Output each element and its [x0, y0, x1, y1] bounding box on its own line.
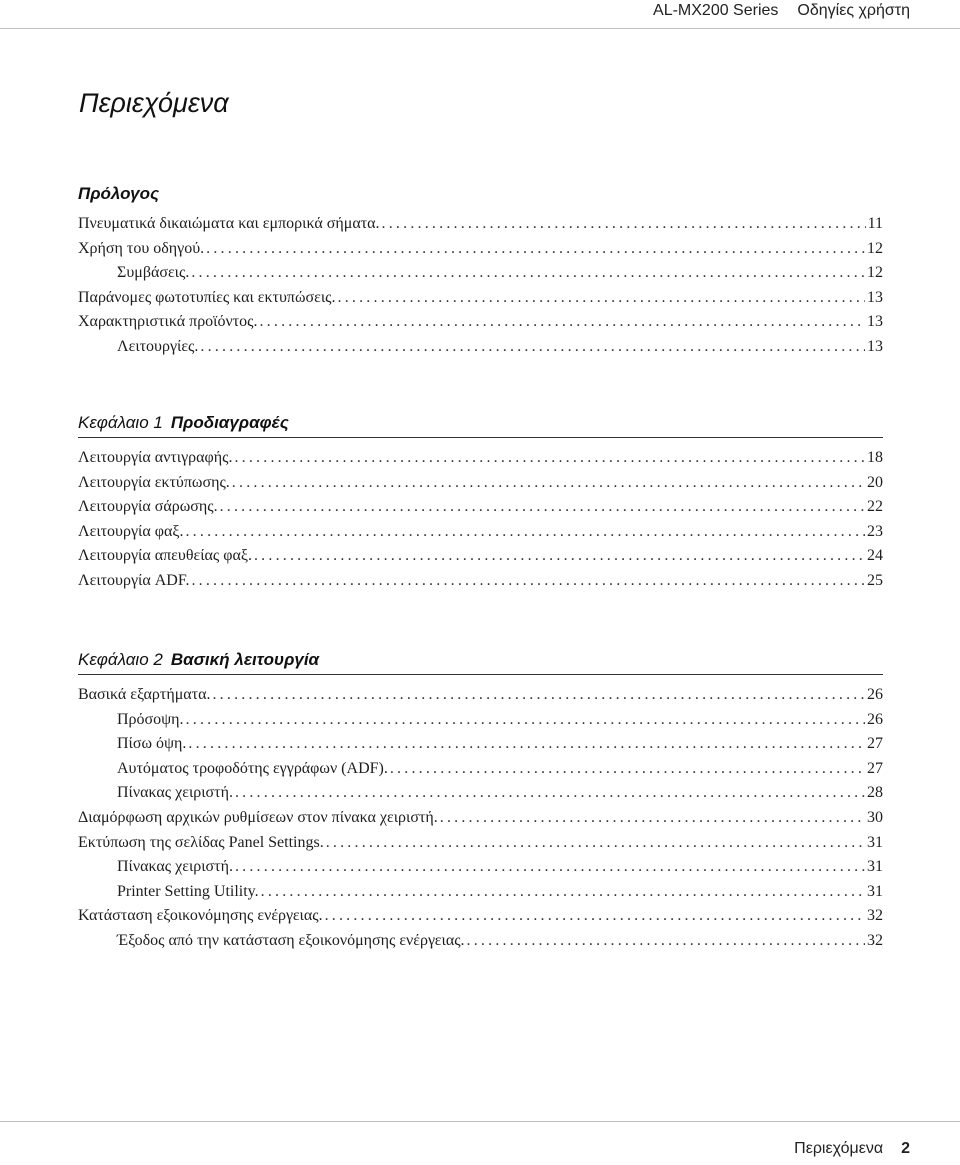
toc-entry-label: Βασικά εξαρτήματα. [78, 686, 211, 703]
toc-entry-page: 28 [867, 784, 883, 802]
footer-rule [0, 1121, 960, 1122]
toc-entry-page: 22 [867, 498, 883, 516]
dot-leader [186, 708, 865, 733]
toc-entry-label: Διαμόρφωση αρχικών ρυθμίσεων στον πίνακα χειριστή. [78, 808, 438, 826]
toc-entry[interactable] [78, 471, 883, 496]
header-product: AL-MX200 Series [653, 2, 779, 19]
toc-entry[interactable] [78, 310, 883, 335]
dot-leader [220, 495, 865, 520]
toc-entry-label: Πνευματικά δικαιώματα και εμπορικά σήματα. [78, 215, 380, 232]
dot-leader [261, 880, 865, 905]
toc-entry[interactable] [78, 212, 883, 237]
dot-leader [390, 757, 865, 782]
toc-entry[interactable] [78, 335, 883, 360]
dot-leader [191, 261, 865, 286]
toc-entry-label: Χαρακτηριστικά προϊόντος. [78, 313, 258, 331]
toc-entry[interactable] [78, 683, 883, 708]
toc-entry-page: 23 [867, 522, 883, 540]
toc-entry[interactable] [78, 904, 883, 929]
dot-leader [235, 781, 865, 806]
dot-leader [467, 929, 865, 954]
toc-entry-label: Χρήση του οδηγού. [78, 239, 205, 257]
toc-entry-page: 13 [867, 337, 883, 355]
section-title: Προδιαγραφές [170, 413, 289, 432]
toc-entry-label: Λειτουργία ADF. [78, 571, 190, 589]
running-footer [794, 1140, 910, 1158]
toc-entry-label: Παράνομες φωτοτυπίες και εκτυπώσεις. [78, 288, 336, 306]
toc-entry-label: Λειτουργία σάρωσης. [78, 498, 218, 516]
toc-entry-page: 27 [867, 759, 883, 777]
toc-entry-page: 30 [867, 808, 883, 826]
dot-leader [259, 310, 865, 335]
dot-leader [188, 732, 865, 757]
toc-entry-page: 32 [867, 931, 883, 949]
toc-entry[interactable] [78, 880, 883, 905]
toc-entry-page: 26 [867, 710, 883, 728]
toc-entry-label: Λειτουργία απευθείας φαξ. [78, 547, 252, 565]
toc-entry[interactable] [78, 781, 883, 806]
toc-entry-page: 31 [867, 858, 883, 876]
toc-entry[interactable] [78, 757, 883, 782]
toc-entry-label: Λειτουργία φαξ. [78, 522, 184, 540]
toc-entry[interactable] [78, 237, 883, 262]
toc-entry-page: 13 [867, 288, 883, 306]
toc-entry[interactable] [78, 286, 883, 311]
toc-entry-page: 18 [867, 449, 883, 466]
toc-entry[interactable] [78, 732, 883, 757]
header-guide: Οδηγίες χρήστη [797, 2, 910, 19]
toc-entry-label: Printer Setting Utility. [117, 882, 259, 900]
dot-leader [338, 286, 866, 311]
toc-entry-page: 20 [867, 473, 883, 491]
toc-entry[interactable] [78, 544, 883, 569]
toc-entry-label: Λειτουργία εκτύπωσης. [78, 473, 230, 491]
section-title: Βασική λειτουργία [170, 650, 320, 669]
toc-entry-label: Λειτουργία αντιγραφής. [78, 449, 233, 466]
toc-section [78, 648, 883, 954]
toc-entry[interactable] [78, 520, 883, 545]
dot-leader [232, 471, 865, 496]
toc-entry[interactable] [78, 855, 883, 880]
chapter-number: Κεφάλαιο 2 [78, 650, 163, 669]
header-rule [0, 28, 960, 29]
section-heading [78, 411, 883, 438]
toc-section [78, 411, 883, 594]
toc-entry-page: 26 [867, 686, 883, 703]
toc-entry[interactable] [78, 446, 883, 471]
dot-leader [440, 806, 865, 831]
toc-entry-page: 24 [867, 547, 883, 565]
dot-leader [191, 569, 865, 594]
toc-entry[interactable] [78, 261, 883, 286]
toc-entry[interactable] [78, 569, 883, 594]
toc-entry-page: 27 [867, 735, 883, 753]
toc-entry-label: Λειτουργίες. [117, 337, 199, 355]
toc-entry-page: 11 [867, 215, 883, 232]
toc-entry-label: Αυτόματος τροφοδότης εγγράφων (ADF). [117, 759, 388, 777]
toc-entry-label: Συμβάσεις. [117, 264, 190, 282]
toc-entry[interactable] [78, 806, 883, 831]
toc-entry-label: Έξοδος από την κατάσταση εξοικονόμησης ενέργειας. [117, 931, 465, 949]
dot-leader [254, 544, 865, 569]
section-heading [78, 648, 883, 675]
dot-leader [382, 212, 866, 237]
dot-leader [235, 855, 865, 880]
toc-entry-page: 25 [867, 571, 883, 589]
toc-entry-label: Πίνακας χειριστή. [117, 858, 233, 876]
section-heading [78, 182, 883, 206]
dot-leader [326, 831, 865, 856]
dot-leader [206, 237, 865, 262]
dot-leader [212, 683, 865, 708]
toc-entry-label: Κατάσταση εξοικονόμησης ενέργειας. [78, 907, 323, 925]
toc-entry-page: 12 [867, 264, 883, 282]
dot-leader [325, 904, 865, 929]
footer-page-number: 2 [901, 1140, 910, 1157]
toc-entry[interactable] [78, 929, 883, 954]
footer-section: Περιεχόμενα [794, 1140, 884, 1157]
toc-entry-page: 13 [867, 313, 883, 331]
toc-entry-page: 12 [867, 239, 883, 257]
dot-leader [234, 446, 865, 471]
toc-entry-label: Πρόσοψη. [117, 710, 184, 728]
page-title: Περιεχόμενα [79, 88, 229, 118]
running-header [653, 0, 910, 22]
dot-leader [200, 335, 865, 360]
toc-entry-label: Πίσω όψη. [117, 735, 187, 753]
toc-entry[interactable] [78, 708, 883, 733]
toc-entry-label: Πίνακας χειριστή. [117, 784, 233, 802]
toc-entry[interactable] [78, 495, 883, 520]
toc-entry-page: 31 [867, 882, 883, 900]
chapter-number: Κεφάλαιο 1 [78, 413, 163, 432]
toc-entry-page: 31 [867, 833, 883, 851]
section-title: Πρόλογος [78, 184, 160, 203]
toc-entry-label: Εκτύπωση της σελίδας Panel Settings. [78, 833, 324, 851]
toc-entry-page: 32 [867, 907, 883, 925]
toc-section [78, 182, 883, 360]
dot-leader [185, 520, 865, 545]
toc-entry[interactable] [78, 831, 883, 856]
